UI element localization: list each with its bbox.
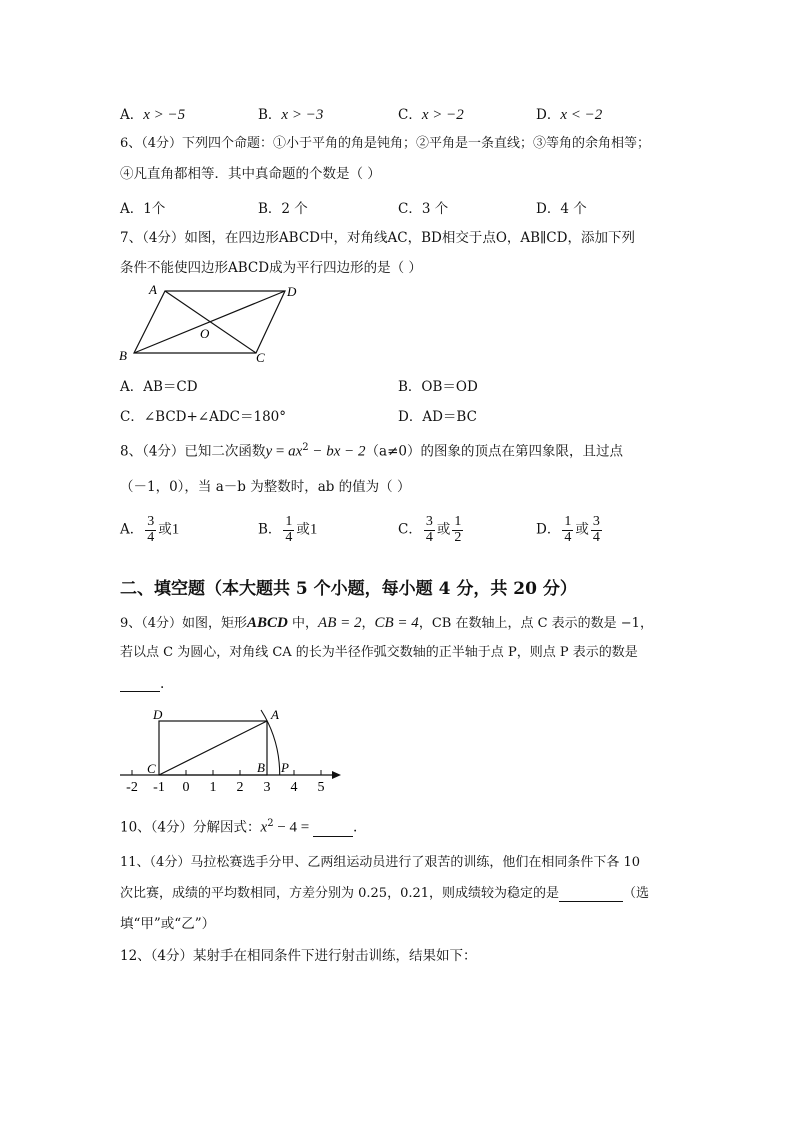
tick-label: 4	[290, 780, 298, 795]
option-label: B．	[258, 521, 282, 538]
q8-stem-line1	[120, 442, 623, 461]
tick-label: 3	[263, 780, 271, 795]
formula-ax: ax	[288, 443, 303, 460]
option-label: C．	[398, 201, 422, 217]
numerator: 1	[564, 514, 572, 529]
q10-period: .	[353, 819, 358, 836]
option-tail: 1	[309, 521, 318, 538]
denominator: 4	[564, 529, 572, 545]
q9-period: .	[160, 676, 165, 692]
tick-label: -1	[153, 780, 165, 795]
diagonal-bd	[134, 291, 285, 353]
formula-y: y	[265, 443, 273, 460]
q8-suffix: （a≠0）的图象的顶点在第四象限，且过点	[365, 443, 623, 460]
label-c: C	[147, 761, 156, 776]
option-text: 4 个	[560, 201, 587, 217]
math-exponent: 2	[267, 818, 274, 829]
label-c: C	[256, 350, 265, 365]
label-o: O	[200, 326, 210, 341]
tick-label: 2	[236, 780, 244, 795]
q9-stem-line2: 若以点 C 为圆心，对角线 CA 的长为半径作弧交数轴的正半轴于点 P，则点 P 表示的数是	[120, 645, 638, 660]
numerator: 3	[592, 514, 600, 529]
q6-option-c	[398, 197, 448, 217]
q7-option-d	[398, 405, 477, 425]
option-label: D．	[536, 107, 561, 123]
denominator: 2	[454, 529, 462, 545]
tick-label: 1	[209, 780, 217, 795]
answer-blank[interactable]	[120, 677, 160, 692]
numerator: 1	[285, 514, 293, 529]
fraction	[145, 515, 156, 545]
option-label: A．	[120, 379, 144, 395]
option-label: A．	[120, 521, 144, 538]
q6-option-a	[120, 197, 165, 217]
q9-number-line-figure	[115, 700, 350, 800]
q9-ab-eq: AB = 2	[318, 615, 362, 631]
option-label: A．	[120, 201, 144, 217]
formula-eq: =	[272, 443, 289, 460]
fraction	[283, 515, 294, 545]
denominator: 4	[592, 529, 600, 545]
math-rest: − 4 =	[273, 819, 313, 836]
option-math: x < −2	[560, 107, 603, 123]
q10-stem	[120, 818, 357, 837]
q9-cb-eq: CB = 4	[374, 615, 419, 631]
q7-option-c	[120, 405, 286, 425]
option-label: D．	[398, 409, 423, 425]
q8-option-c	[398, 515, 465, 545]
option-or: 或	[296, 521, 310, 538]
option-label: C．	[398, 521, 422, 538]
label-d: D	[153, 707, 163, 722]
answer-blank[interactable]	[313, 822, 353, 837]
q8-prefix: 8、（4分）已知二次函数	[120, 443, 266, 460]
option-or: 或	[575, 521, 589, 538]
q5-option-a	[120, 103, 185, 124]
answer-blank[interactable]	[559, 887, 623, 902]
option-text: AB＝CD	[143, 379, 198, 395]
q6-stem-line1: 6、（4分）下列四个命题：①小于平角的角是钝角；②平角是一条直线；③等角的余角相等；	[120, 136, 651, 151]
q7-stem-line1: 7、（4分）如图，在四边形ABCD中，对角线AC，BD相交于点O，AB∥CD，添加下列	[120, 230, 635, 246]
q8-option-d	[536, 515, 604, 545]
label-d: D	[287, 284, 297, 299]
q8-option-b	[258, 515, 317, 545]
q9-stem-line1	[120, 614, 653, 632]
denominator: 4	[285, 529, 293, 545]
option-math: x > −5	[143, 107, 186, 123]
q11-text: 次比赛，成绩的平均数相同，方差分别为 0.25，0.21，则成绩较为稳定的是	[120, 886, 560, 901]
option-label: B．	[258, 201, 282, 217]
q7-option-b	[398, 375, 478, 395]
q7-option-a	[120, 375, 198, 395]
fraction	[591, 515, 602, 545]
label-a: A	[149, 282, 157, 297]
q5-option-c	[398, 103, 464, 124]
label-p: P	[281, 760, 289, 775]
option-label: D．	[536, 521, 561, 538]
fraction	[424, 515, 435, 545]
label-a: A	[271, 707, 279, 722]
q6-option-b	[258, 197, 308, 217]
formula-rest: − bx − 2	[308, 443, 366, 460]
denominator: 4	[425, 529, 433, 545]
fraction	[562, 515, 573, 545]
option-math: x > −3	[281, 107, 324, 123]
q9-abcd: ABCD	[247, 615, 288, 631]
option-text: 2 个	[281, 201, 308, 217]
q11-text: （选	[623, 886, 650, 901]
fraction	[452, 515, 463, 545]
option-text: 3 个	[421, 201, 449, 217]
q9-text: 9、（4分）如图，矩形	[120, 616, 248, 631]
option-label: A．	[120, 107, 144, 123]
q6-option-d	[536, 197, 587, 217]
q9-text: 中，	[287, 616, 319, 631]
q5-option-b	[258, 103, 323, 124]
numerator: 3	[425, 514, 433, 529]
tick-label: -2	[126, 780, 138, 795]
q9-text: ，	[361, 616, 375, 631]
label-b: B	[257, 760, 265, 775]
option-text: OB＝OD	[421, 379, 478, 395]
q7-parallelogram-figure	[115, 280, 315, 365]
numerator: 3	[147, 514, 155, 529]
option-label: B．	[398, 379, 422, 395]
denominator: 4	[147, 529, 155, 545]
q9-text: ，CB 在数轴上，点 C 表示的数是 −1，	[418, 616, 653, 631]
option-label: B．	[258, 107, 282, 123]
option-text: ∠BCD+∠ADC＝180°	[143, 409, 287, 425]
option-text: AD＝BC	[422, 409, 477, 425]
option-label: C．	[398, 107, 422, 123]
axis-arrow	[332, 771, 341, 779]
q12-stem-line1: 12、（4分）某射手在相同条件下进行射击训练，结果如下：	[120, 948, 477, 964]
q10-prefix: 10、（4分）分解因式：	[120, 819, 261, 836]
section-title-fill-in: 二、填空题（本大题共 5 个小题，每小题 4 分，共 20 分）	[120, 579, 577, 599]
option-label: C．	[120, 409, 144, 425]
q5-option-d	[536, 103, 602, 124]
q11-stem-line2	[120, 886, 649, 902]
q8-option-a	[120, 515, 179, 545]
tick-label: 0	[182, 780, 190, 795]
option-text: 1个	[143, 201, 166, 217]
diagonal-ca	[159, 721, 267, 775]
q9-stem-line3	[120, 676, 164, 692]
q6-stem-line2: ④凡直角都相等．其中真命题的个数是（ ）	[120, 166, 381, 182]
label-b: B	[119, 348, 127, 363]
option-or: 或	[158, 521, 172, 538]
tick-label: 5	[317, 780, 325, 795]
q8-stem-line2: （－1，0），当 a－b 为整数时，ab 的值为（ ）	[120, 479, 411, 495]
option-label: D．	[536, 201, 561, 217]
q11-stem-line1: 11、（4分）马拉松赛选手分甲、乙两组运动员进行了艰苦的训练，他们在相同条件下各 10	[120, 855, 640, 870]
q7-stem-line2: 条件不能使四边形ABCD成为平行四边形的是（ ）	[120, 260, 422, 276]
option-math: x > −2	[421, 107, 464, 123]
q11-stem-line3: 填“甲”或“乙”）	[120, 916, 216, 932]
formula-exponent: 2	[302, 442, 309, 453]
numerator: 1	[454, 514, 462, 529]
option-or: 或	[436, 521, 451, 538]
math-x: x	[260, 819, 268, 836]
option-tail: 1	[171, 521, 180, 538]
